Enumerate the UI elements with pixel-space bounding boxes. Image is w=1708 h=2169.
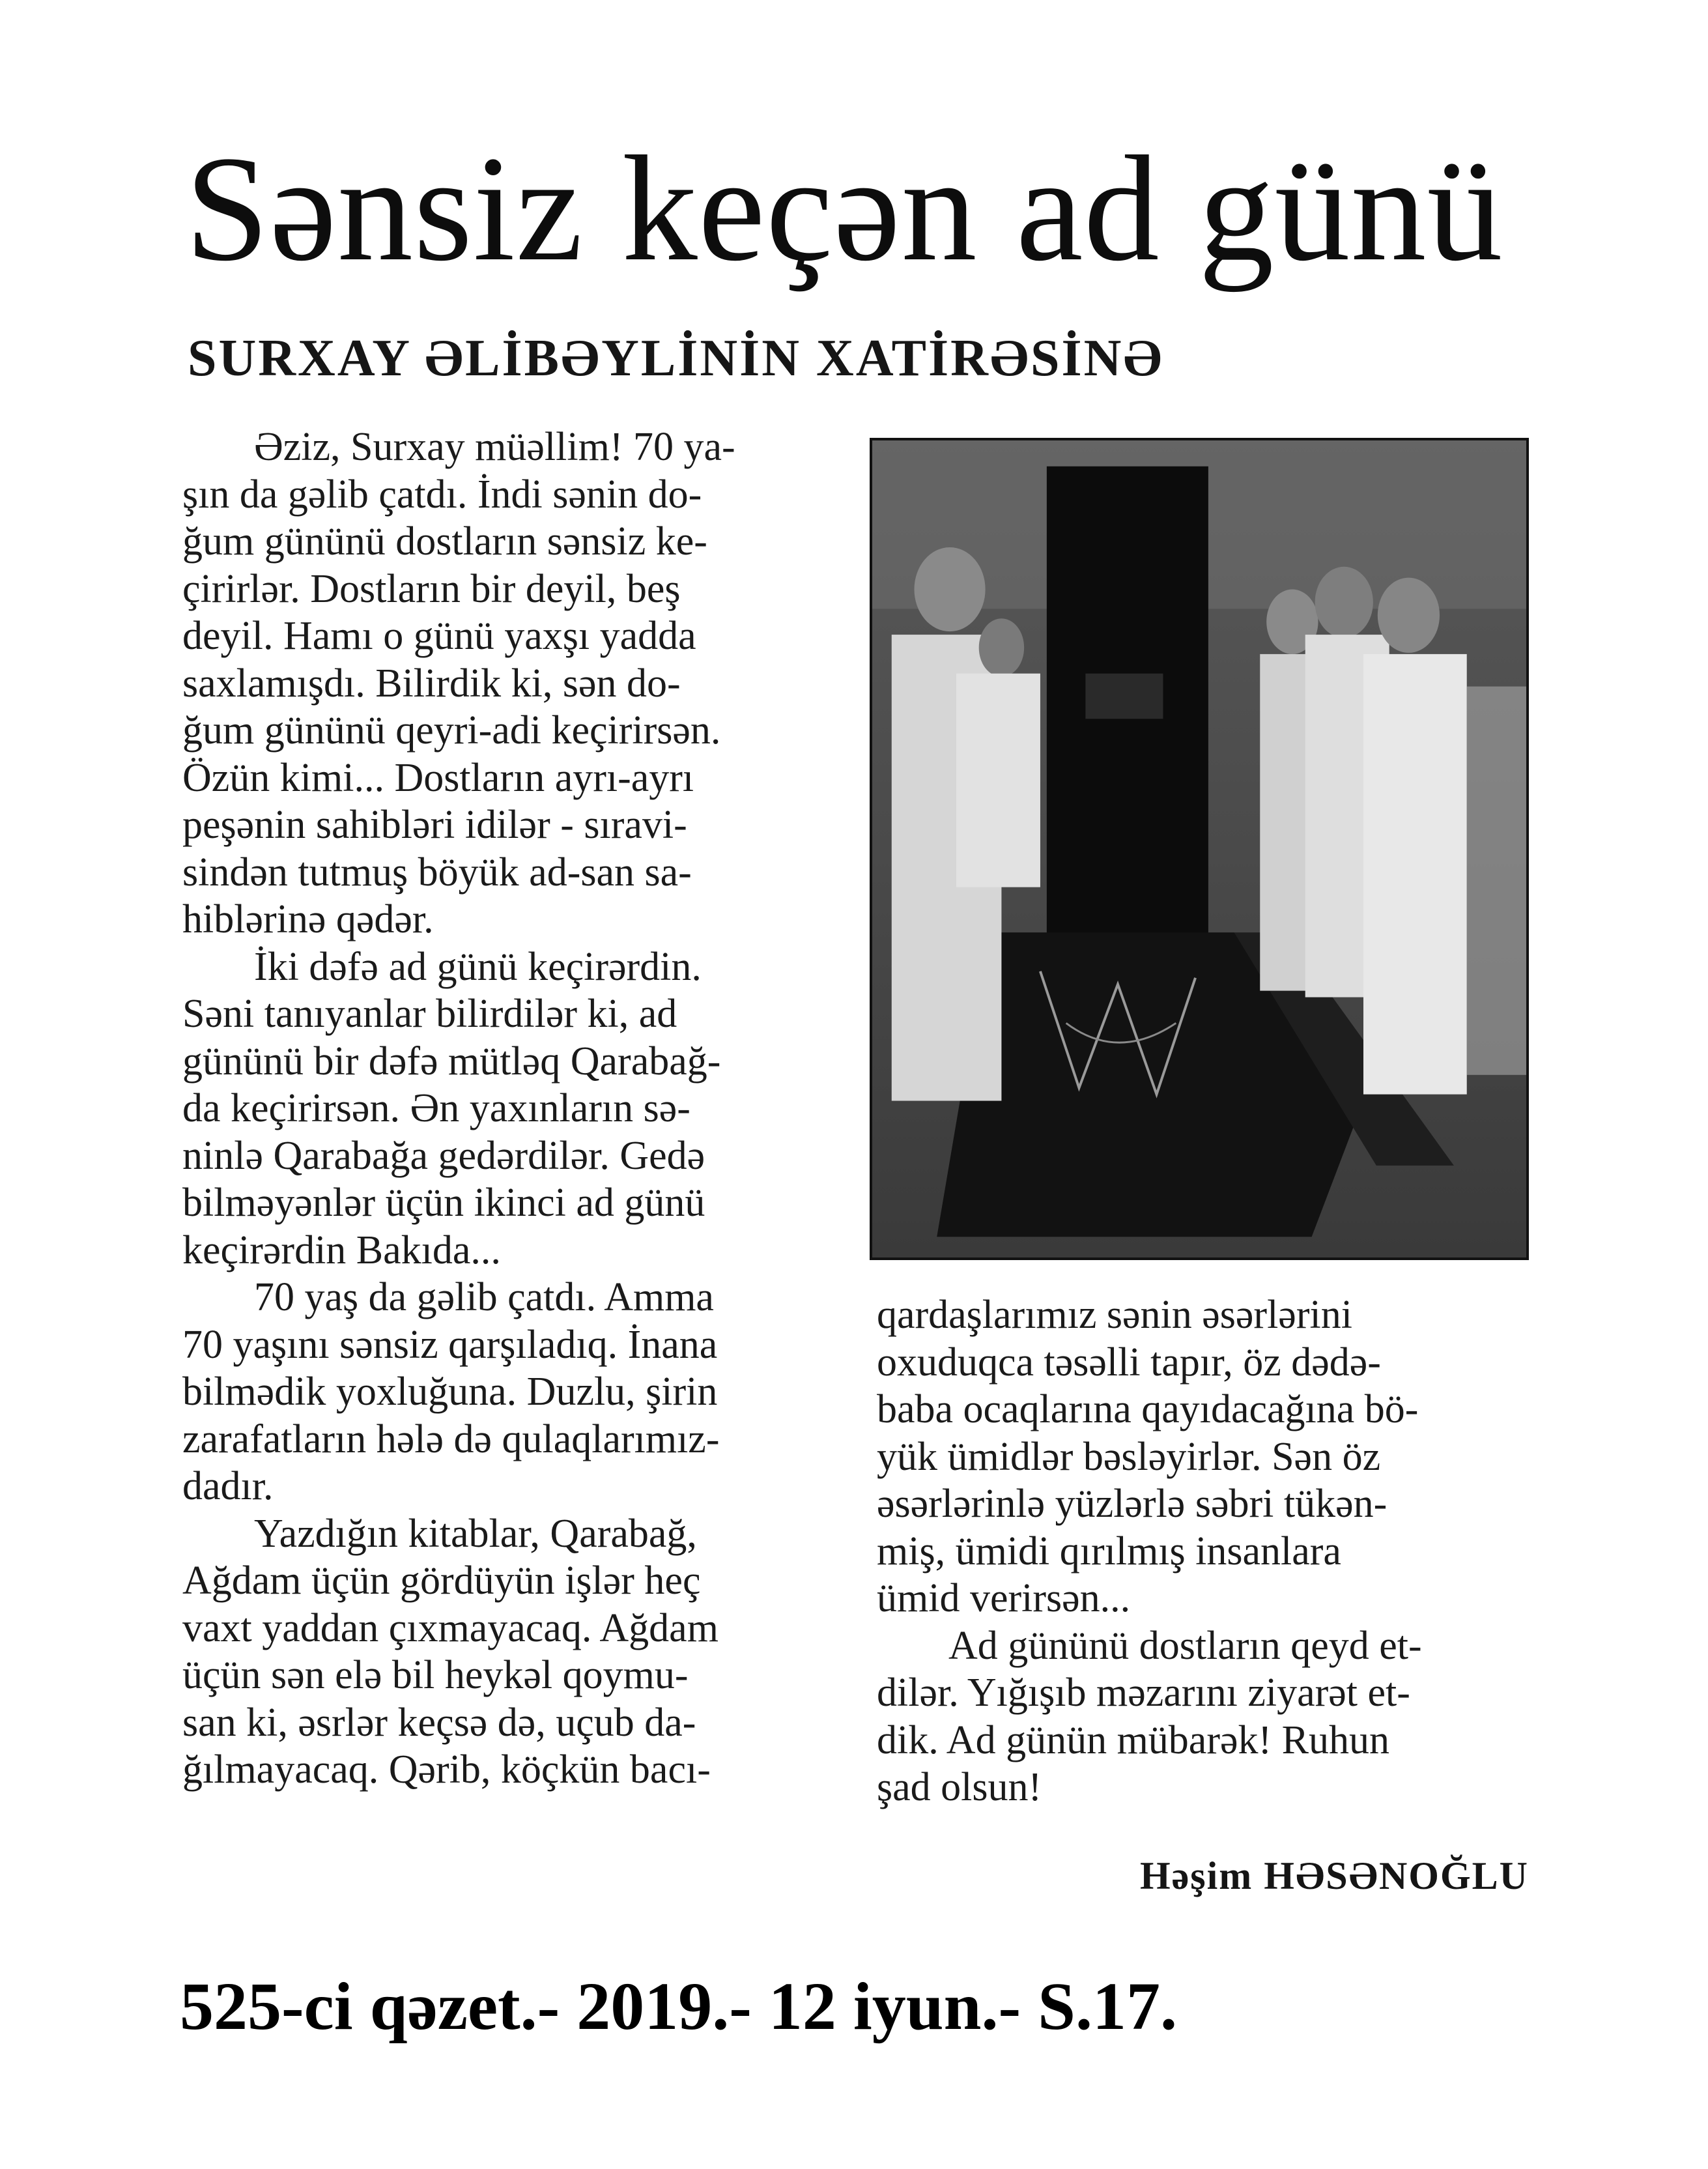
text-line: Əziz, Surxay müəllim! 70 ya- [254,425,735,469]
text-line: ninlə Qarabağa gedərdilər. Gedə [182,1133,705,1178]
text-line: saxlamışdı. Bilirdik ki, sən do- [182,661,681,706]
text-line: dadır. [182,1464,274,1508]
right-text-column [877,1291,1524,1811]
text-line: ğum gününü dostların sənsiz ke- [182,519,707,564]
text-line: ğum gününü qeyri-adi keçirirsən. [182,708,721,753]
text-line: deyil. Hamı o günü yaxşı yadda [182,614,696,658]
text-line: baba ocaqlarına qayıdacağına bö- [877,1387,1419,1431]
text-line: İki dəfə ad günü keçirərdin. [254,944,702,989]
text-line: yük ümidlər bəsləyirlər. Sən öz [877,1434,1381,1479]
text-line: Ad gününü dostların qeyd et- [948,1623,1422,1668]
text-line: 70 yaşını sənsiz qarşıladıq. İnana [182,1322,718,1367]
text-line: Ağdam üçün gördüyün işlər heç [182,1559,701,1603]
text-line: peşənin sahibləri idilər - sıravi- [182,803,687,847]
article-title: Sənsiz keçən ad günü [185,125,1503,293]
text-line: da keçirirsən. Ən yaxınların sə- [182,1086,690,1130]
text-line: bilməyənlər üçün ikinci ad günü [182,1181,705,1225]
text-line: gününü bir dəfə mütləq Qarabağ- [182,1039,721,1084]
text-line: ğılmayacaq. Qərib, köçkün bacı- [182,1747,711,1792]
text-line: şın da gəlib çatdı. İndi sənin do- [182,472,702,517]
text-line: qardaşlarımız sənin əsərlərini [877,1293,1352,1337]
left-text-column [182,424,827,1794]
article-author: Həşim HƏSƏNOĞLU [1139,1854,1529,1897]
text-line: Səni tanıyanlar bilirdilər ki, ad [182,992,677,1036]
text-line: hiblərinə qədər. [182,897,434,941]
text-line: Özün kimi... Dostların ayrı-ayrı [182,755,694,800]
text-line: üçün sən elə bil heykəl qoymu- [182,1653,689,1697]
source-citation: 525-ci qəzet.- 2019.- 12 iyun.- S.17. [180,1969,1177,2044]
text-line: bilmədik yoxluğuna. Duzlu, şirin [182,1370,718,1414]
text-line: keçirərdin Bakıda... [182,1228,501,1272]
text-line: çirirlər. Dostların bir deyil, beş [182,566,681,611]
text-line: miş, ümidi qırılmış insanlara [877,1529,1341,1573]
text-line: şad olsun! [877,1765,1042,1809]
text-line: san ki, əsrlər keçsə də, uçub da- [182,1700,696,1745]
text-line: sindən tutmuş böyük ad-san sa- [182,850,692,895]
text-line: Yazdığın kitablar, Qarabağ, [254,1511,697,1556]
photo-illustration [872,440,1526,1257]
text-line: 70 yaş da gəlib çatdı. Amma [254,1275,714,1319]
text-line: ümid verirsən... [877,1576,1131,1620]
text-line: dilər. Yığışıb məzarını ziyarət et- [877,1671,1410,1715]
memorial-photo [870,438,1529,1260]
article-subtitle: SURXAY ƏLİBƏYLİNİN XATİRƏSİNƏ [188,330,1164,387]
text-line: vaxt yaddan çıxmayacaq. Ağdam [182,1605,719,1650]
text-line: dik. Ad günün mübarək! Ruhun [877,1717,1389,1762]
text-line: zarafatların hələ də qulaqlarımız- [182,1416,720,1461]
text-line: oxuduqca təsəlli tapır, öz dədə- [877,1340,1381,1385]
text-line: əsərlərinlə yüzlərlə səbri tükən- [877,1482,1388,1526]
